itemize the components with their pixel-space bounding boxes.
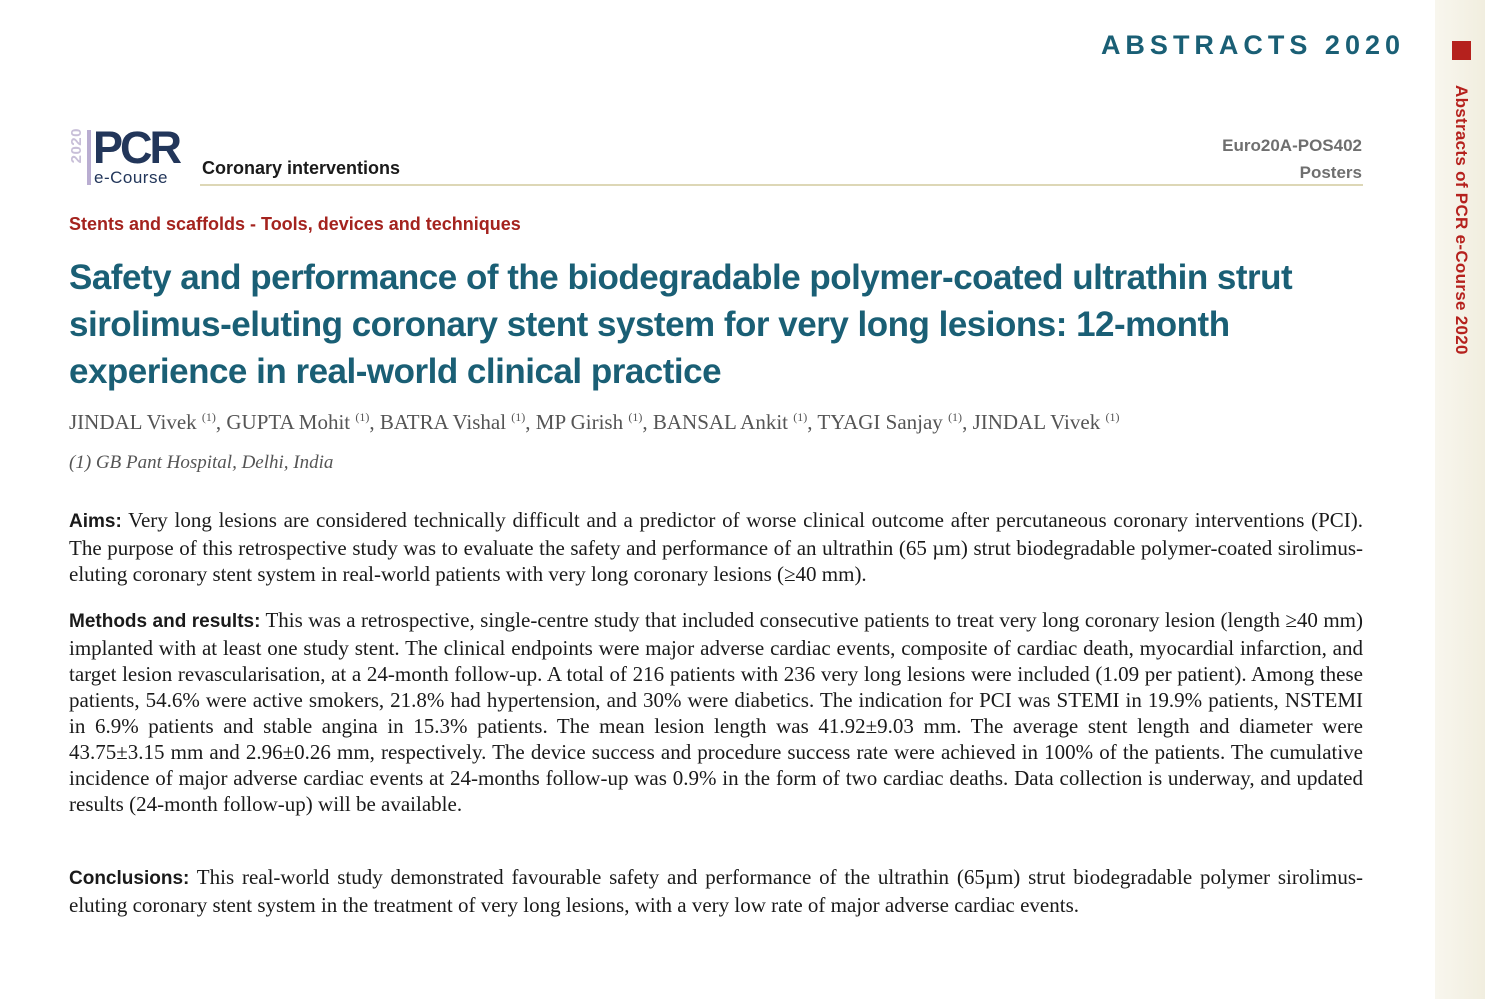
author: GUPTA Mohit $^{(1)}$, (226, 410, 380, 434)
topic-label: Stents and scaffolds - Tools, devices and techniques (69, 214, 521, 234)
affiliation: (1) GB Pant Hospital, Delhi, India (69, 452, 334, 473)
aims-paragraph (69, 507, 1363, 587)
header-divider (200, 184, 1363, 186)
logo-bar (87, 130, 91, 185)
conclusions-text: This real-world study demonstrated favourable safety and performance of the ultrathin (65µm) strut biodegradable polymer sirolimus-eluting coronary stent system in the treatment of very long lesions, with a very low rate of major adverse cardiac events. (69, 865, 1363, 917)
article-title: Safety and performance of the biodegradable polymer-coated ultrathin strut sirolimus-eluting coronary stent system for very long lesions: 12-month experience in real-world clinical practice (69, 258, 1293, 391)
logo-brand: PCR (93, 122, 180, 173)
abstracts-header: ABSTRACTS 2020 (1100, 30, 1405, 60)
author: BANSAL Ankit $^{(1)}$, (652, 410, 818, 434)
side-label: Abstracts of PCR e-Course 2020 (1452, 85, 1471, 355)
aims-label: Aims: (69, 511, 122, 532)
side-marker (1452, 41, 1471, 60)
pcr-logo (68, 122, 198, 188)
author: JINDAL Vivek $^{(1)}$ (972, 410, 1120, 434)
abstract-code: Euro20A-POS402 (1222, 136, 1362, 155)
aims-text: Very long lesions are considered technically difficult and a predictor of worse clinical outcome after percutaneous coronary interventions (PCI). The purpose of this retrospective study was to evaluate the safety and performance of an ultrathin (65 µm) strut biodegradable polymer-coated sirolimus-eluting coronary stent system in real-world patients with very long coronary lesions (≥40 mm). (69, 508, 1363, 586)
methods-paragraph (69, 607, 1363, 817)
logo-sub: e-Course (94, 168, 168, 187)
logo-year: 2020 (68, 128, 85, 164)
conclusions-paragraph (69, 864, 1363, 918)
author-list (69, 410, 1369, 435)
methods-label: Methods and results: (69, 611, 261, 632)
section-label: Coronary interventions (202, 158, 401, 178)
abstract-meta (1222, 132, 1362, 186)
methods-text: This was a retrospective, single-centre study that included consecutive patients to treat very long coronary lesion (length ≥40 mm) implanted with at least one study stent. The clinical endpoints were major adverse cardiac events, composite of cardiac death, myocardial infarction, and target lesion revascularisation, at a 24-month follow-up. A total of 216 patients with 236 very long lesions were included (1.09 per patient). Among these patients, 54.6% were active smokers, 21.8% had hypertension, and 30% were diabetics. The indication for PCI was STEMI in 19.9% patients, NSTEMI in 6.9% patients and stable angina in 15.3% patients. The mean lesion length was 41.92±9.03 mm. The average stent length and diameter were 43.75±3.15 mm and 2.96±0.26 mm, respectively. The device success and procedure success rate were achieved in 100% of the patients. The cumulative incidence of major adverse cardiac events at 24-months follow-up was 0.9% in the form of two cardiac deaths. Data collection is underway, and updated results (24-month follow-up) will be available. (69, 608, 1363, 816)
author: MP Girish $^{(1)}$, (535, 410, 653, 434)
abstract-category: Posters (1299, 163, 1362, 182)
author: JINDAL Vivek $^{(1)}$, (69, 410, 227, 434)
conclusions-label: Conclusions: (69, 868, 190, 889)
author: TYAGI Sanjay $^{(1)}$, (817, 410, 973, 434)
author: BATRA Vishal $^{(1)}$, (379, 410, 536, 434)
